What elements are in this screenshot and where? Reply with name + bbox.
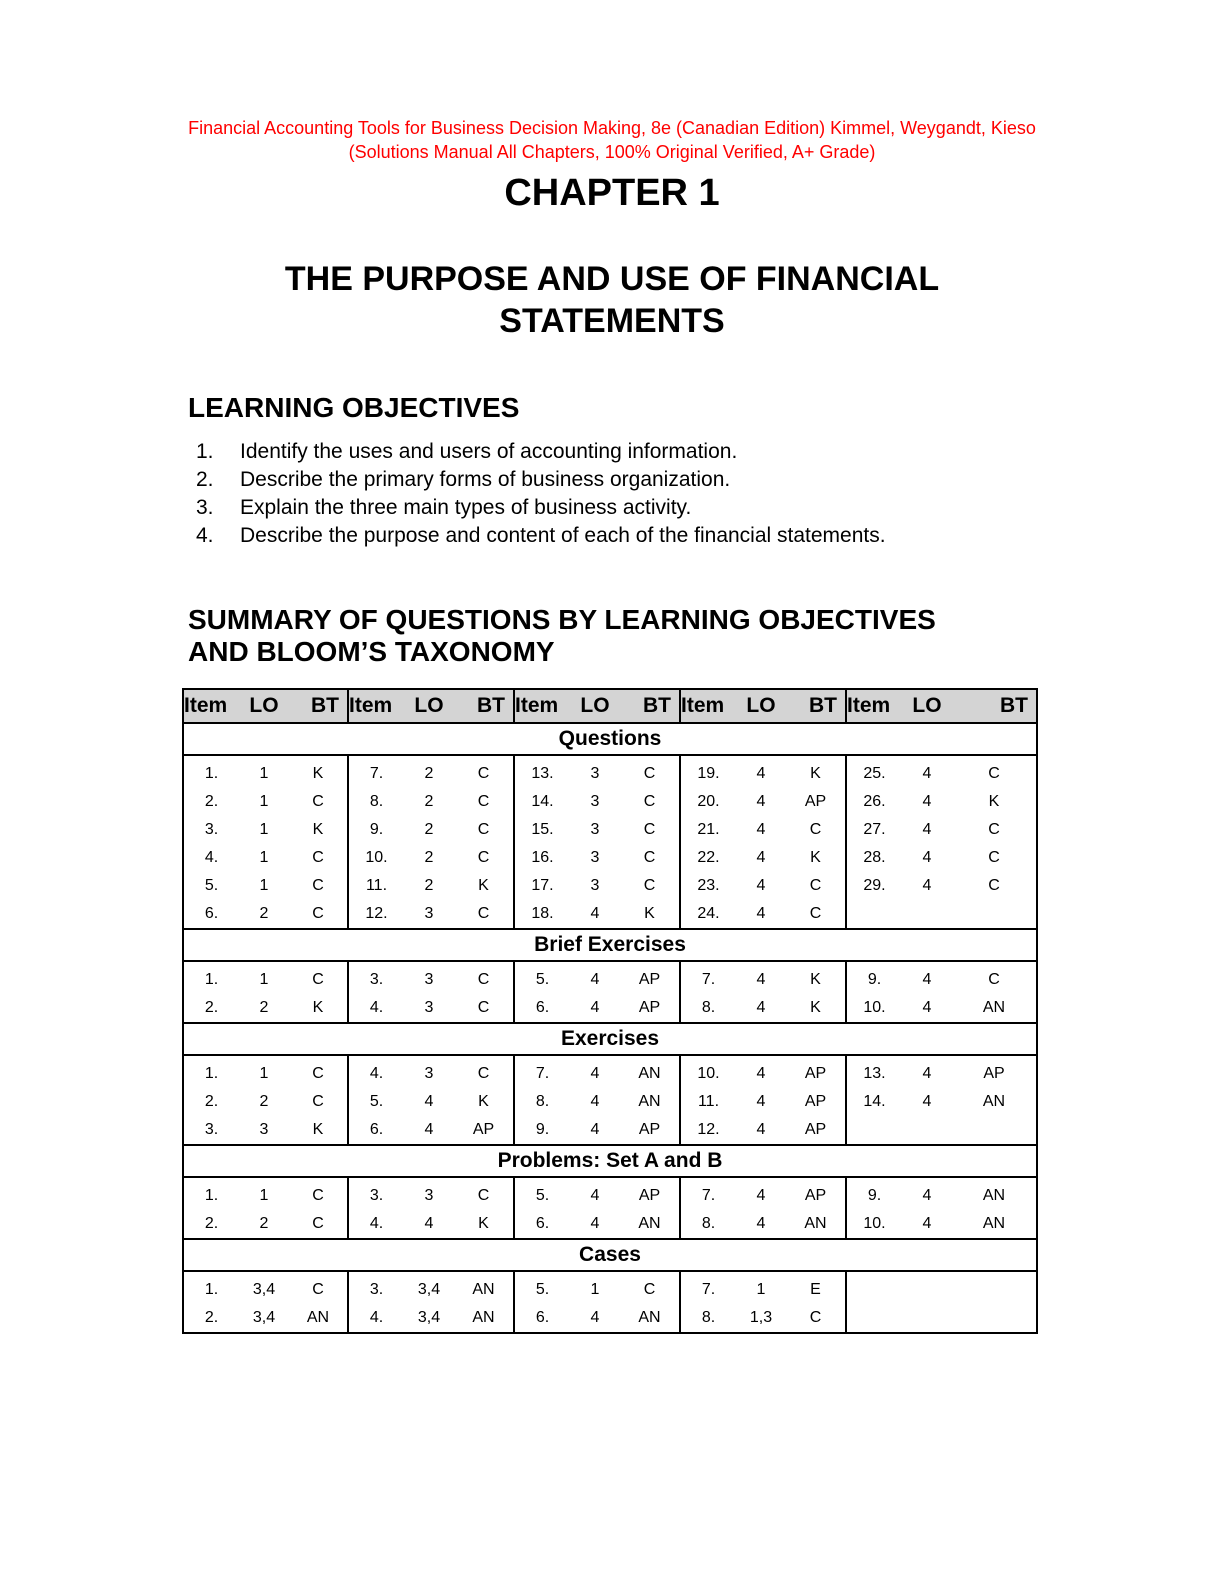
cell-item: 4. — [348, 1304, 404, 1333]
cell-item: 19. — [680, 755, 736, 788]
cell-bt: AN — [472, 1281, 495, 1298]
cell-bt: K — [478, 1093, 489, 1110]
column-header-item: Item — [348, 689, 404, 723]
cell-item: 7. — [680, 1177, 736, 1210]
cell-bt: K — [312, 821, 324, 838]
cell-item: 18. — [514, 900, 570, 929]
section-title: Exercises — [183, 1023, 1037, 1055]
cell-bt: C — [477, 793, 490, 810]
learning-objective-item — [196, 494, 886, 522]
cell-item: 28. — [846, 844, 902, 872]
cell-item — [846, 1271, 902, 1304]
cell-lo: 1 — [259, 877, 269, 894]
cell-lo: 2 — [424, 877, 434, 894]
cell-bt: C — [643, 793, 656, 810]
cell-lo: 4 — [590, 1093, 600, 1110]
cell-item: 1. — [204, 765, 219, 782]
cell-item: 22. — [680, 844, 736, 872]
cell-lo: 4 — [922, 1065, 932, 1082]
table-row — [183, 1177, 1037, 1210]
cell-item — [846, 1304, 902, 1333]
cell-item: 3. — [204, 1121, 219, 1138]
cell-bt — [952, 1271, 1037, 1304]
cell-item: 9. — [846, 961, 902, 994]
column-header-lo: LO — [902, 689, 952, 723]
chapter-title — [0, 258, 1224, 342]
column-header-lo: LO — [404, 689, 454, 723]
column-header-bt: BT — [620, 689, 680, 723]
section-row — [183, 1145, 1037, 1177]
cell-lo: 1 — [259, 765, 269, 782]
cell-item: 3. — [348, 1177, 404, 1210]
cell-lo: 4 — [756, 971, 766, 988]
cell-lo: 1 — [259, 821, 269, 838]
column-header-item: Item — [514, 689, 570, 723]
cell-bt: E — [810, 1281, 821, 1298]
cell-lo: 2 — [424, 821, 434, 838]
table-row — [183, 755, 1037, 788]
column-header-lo: LO — [570, 689, 620, 723]
cell-bt: K — [312, 765, 324, 782]
section-row — [183, 929, 1037, 961]
cell-lo: 4 — [424, 1093, 434, 1110]
cell-item: 6. — [514, 1304, 570, 1333]
summary-heading-line-2: AND BLOOM’S TAXONOMY — [188, 636, 555, 667]
cell-bt: K — [478, 1215, 489, 1232]
document-banner — [0, 116, 1224, 164]
table-row — [183, 1210, 1037, 1239]
cell-item: 4. — [204, 849, 219, 866]
chapter-heading: CHAPTER 1 — [504, 172, 720, 214]
cell-item: 5. — [514, 1177, 570, 1210]
column-header-item: Item — [183, 689, 239, 723]
cell-item: 7. — [348, 755, 404, 788]
column-header-lo: LO — [736, 689, 786, 723]
cell-lo: 3 — [590, 765, 600, 782]
cell-lo: 4 — [424, 1121, 434, 1138]
cell-item: 7. — [680, 1271, 736, 1304]
cell-bt: AP — [638, 1121, 661, 1138]
cell-bt: C — [809, 905, 822, 922]
table-header-row — [183, 689, 1037, 723]
table-row — [183, 1088, 1037, 1116]
cell-bt: AN — [982, 1187, 1006, 1204]
cell-item: 4. — [348, 1210, 404, 1239]
cell-lo: 4 — [922, 765, 932, 782]
cell-lo: 4 — [756, 1121, 766, 1138]
cell-lo: 4 — [922, 1215, 932, 1232]
cell-lo: 4 — [590, 1309, 600, 1326]
cell-bt: C — [988, 849, 1000, 866]
cell-bt: C — [988, 821, 1000, 838]
learning-objective-item — [196, 522, 886, 550]
column-header-bt: BT — [786, 689, 846, 723]
table-row — [183, 1055, 1037, 1088]
cell-lo: 3,4 — [417, 1281, 441, 1298]
cell-item: 6. — [514, 1210, 570, 1239]
cell-bt: AP — [804, 1093, 827, 1110]
section-row — [183, 1023, 1037, 1055]
cell-item: 11. — [680, 1088, 736, 1116]
cell-bt: AP — [638, 1187, 661, 1204]
cell-item: 1. — [204, 1065, 219, 1082]
cell-bt: C — [809, 877, 822, 894]
cell-lo: 1,3 — [749, 1309, 773, 1326]
summary-heading — [188, 604, 936, 668]
cell-bt: C — [809, 1309, 822, 1326]
cell-item: 5. — [514, 1271, 570, 1304]
column-header-bt: BT — [454, 689, 514, 723]
cell-bt: C — [312, 1093, 324, 1110]
cell-bt: K — [810, 765, 821, 782]
cell-lo: 4 — [922, 821, 932, 838]
cell-lo: 4 — [756, 999, 766, 1016]
cell-lo: 3,4 — [417, 1309, 441, 1326]
cell-item: 3. — [204, 821, 219, 838]
cell-lo: 2 — [424, 849, 434, 866]
cell-lo: 4 — [756, 905, 766, 922]
cell-bt: C — [477, 999, 490, 1016]
cell-lo: 1 — [259, 849, 269, 866]
cell-bt: AN — [982, 1093, 1006, 1110]
cell-lo: 3 — [424, 971, 434, 988]
cell-bt: C — [477, 1065, 490, 1082]
cell-bt: K — [312, 999, 324, 1016]
cell-lo: 4 — [590, 999, 600, 1016]
table-row — [183, 788, 1037, 816]
learning-objectives-heading: LEARNING OBJECTIVES — [188, 392, 520, 423]
cell-bt: C — [643, 877, 656, 894]
cell-item: 10. — [348, 844, 404, 872]
cell-lo: 4 — [922, 793, 932, 810]
table-row — [183, 961, 1037, 994]
section-title: Problems: Set A and B — [183, 1145, 1037, 1177]
cell-item: 12. — [680, 1116, 736, 1145]
objective-number: 1. — [196, 440, 214, 463]
cell-lo: 3 — [424, 1187, 434, 1204]
cell-bt: C — [312, 1065, 324, 1082]
cell-item: 21. — [680, 816, 736, 844]
cell-lo: 1 — [259, 793, 269, 810]
cell-item: 3. — [348, 961, 404, 994]
section-title: Cases — [183, 1239, 1037, 1271]
cell-lo: 4 — [590, 1215, 600, 1232]
cell-bt: AP — [804, 1187, 827, 1204]
cell-lo: 1 — [259, 971, 269, 988]
cell-lo: 1 — [259, 1187, 269, 1204]
cell-lo — [902, 1304, 952, 1333]
summary-heading-line-1: SUMMARY OF QUESTIONS BY LEARNING OBJECTIVES — [188, 604, 936, 635]
cell-item: 6. — [514, 994, 570, 1023]
cell-item: 1. — [204, 971, 219, 988]
column-header-bt: BT — [289, 689, 348, 723]
cell-lo: 4 — [922, 1187, 932, 1204]
objective-number: 3. — [196, 496, 214, 519]
cell-item: 27. — [846, 816, 902, 844]
cell-item: 6. — [348, 1116, 404, 1145]
cell-item: 1. — [204, 1187, 219, 1204]
cell-bt: C — [643, 765, 656, 782]
cell-item: 4. — [348, 994, 404, 1023]
cell-item: 7. — [514, 1055, 570, 1088]
cell-item: 2. — [204, 793, 219, 810]
table-row — [183, 900, 1037, 929]
cell-lo: 1 — [590, 1281, 600, 1298]
cell-item: 2. — [204, 1309, 219, 1326]
cell-item: 2. — [204, 999, 219, 1016]
cell-item: 29. — [846, 872, 902, 900]
table-row — [183, 844, 1037, 872]
cell-lo: 4 — [590, 905, 600, 922]
cell-bt: C — [477, 905, 490, 922]
cell-lo: 4 — [922, 999, 932, 1016]
cell-bt: C — [312, 971, 324, 988]
cell-bt: C — [988, 877, 1000, 894]
cell-item: 8. — [680, 1210, 736, 1239]
table-row — [183, 816, 1037, 844]
cell-lo: 3,4 — [252, 1281, 276, 1298]
cell-bt: C — [312, 1281, 324, 1298]
learning-objectives-list — [196, 438, 886, 550]
cell-lo: 3 — [590, 793, 600, 810]
cell-item: 5. — [348, 1088, 404, 1116]
summary-table — [182, 688, 1038, 1334]
cell-lo: 4 — [756, 1187, 766, 1204]
cell-lo: 4 — [756, 821, 766, 838]
cell-lo: 2 — [259, 1093, 269, 1110]
cell-item: 11. — [348, 872, 404, 900]
cell-bt: AP — [472, 1121, 495, 1138]
cell-bt: AP — [983, 1065, 1005, 1082]
cell-lo: 4 — [590, 1065, 600, 1082]
cell-item: 13. — [514, 755, 570, 788]
cell-bt: C — [477, 971, 490, 988]
cell-bt: AN — [306, 1309, 330, 1326]
cell-item: 25. — [846, 755, 902, 788]
cell-item: 9. — [514, 1116, 570, 1145]
cell-bt — [952, 1304, 1037, 1333]
cell-bt: K — [988, 793, 1000, 810]
cell-bt: AN — [638, 1093, 661, 1110]
cell-bt: C — [477, 849, 490, 866]
cell-bt: AP — [638, 999, 661, 1016]
cell-lo: 4 — [756, 793, 766, 810]
learning-objective-item — [196, 438, 886, 466]
cell-item: 23. — [680, 872, 736, 900]
cell-item: 9. — [846, 1177, 902, 1210]
cell-item: 8. — [680, 1304, 736, 1333]
cell-lo: 4 — [590, 1121, 600, 1138]
cell-item: 5. — [204, 877, 219, 894]
chapter-title-line-1: THE PURPOSE AND USE OF FINANCIAL — [284, 260, 940, 298]
banner-line-2: (Solutions Manual All Chapters, 100% Original Verified, A+ Grade) — [348, 142, 876, 162]
cell-item: 14. — [846, 1088, 902, 1116]
cell-bt: K — [810, 971, 821, 988]
cell-bt: AP — [804, 793, 827, 810]
cell-bt: AP — [804, 1121, 827, 1138]
column-header-item: Item — [680, 689, 736, 723]
cell-lo: 4 — [590, 1187, 600, 1204]
cell-bt: C — [643, 821, 656, 838]
cell-item: 10. — [846, 1210, 902, 1239]
cell-bt — [952, 900, 1037, 929]
cell-bt: C — [643, 1281, 656, 1298]
cell-bt: AN — [638, 1215, 661, 1232]
cell-lo: 4 — [756, 1065, 766, 1082]
cell-bt: AP — [638, 971, 661, 988]
cell-item: 24. — [680, 900, 736, 929]
cell-lo: 2 — [259, 1215, 269, 1232]
cell-lo: 2 — [424, 793, 434, 810]
cell-lo — [902, 900, 952, 929]
table-row — [183, 872, 1037, 900]
cell-item: 8. — [680, 994, 736, 1023]
cell-lo: 4 — [922, 849, 932, 866]
cell-item: 2. — [204, 1215, 219, 1232]
objective-text: Describe the purpose and content of each of the financial statements. — [240, 524, 886, 547]
cell-bt: C — [477, 821, 490, 838]
column-header-bt: BT — [952, 689, 1037, 723]
cell-lo: 4 — [756, 849, 766, 866]
section-title: Questions — [183, 723, 1037, 755]
cell-item: 7. — [680, 961, 736, 994]
cell-bt: C — [312, 1187, 324, 1204]
cell-item: 10. — [680, 1055, 736, 1088]
table-body — [183, 723, 1037, 1333]
cell-bt: C — [312, 905, 324, 922]
cell-bt: K — [810, 999, 821, 1016]
cell-item: 10. — [846, 994, 902, 1023]
cell-item: 3. — [348, 1271, 404, 1304]
cell-bt: C — [312, 849, 324, 866]
banner-line-1: Financial Accounting Tools for Business Decision Making, 8e (Canadian Edition) Kimmel, Weygandt, Kieso — [188, 118, 1036, 138]
cell-lo: 2 — [424, 765, 434, 782]
cell-lo: 3 — [424, 1065, 434, 1082]
cell-lo: 3 — [424, 905, 434, 922]
cell-item: 16. — [514, 844, 570, 872]
cell-bt: C — [643, 849, 656, 866]
cell-bt: AP — [804, 1065, 827, 1082]
cell-bt: AN — [982, 1215, 1006, 1232]
cell-lo: 4 — [922, 1093, 932, 1110]
table-row — [183, 1304, 1037, 1333]
cell-item: 14. — [514, 788, 570, 816]
cell-item: 15. — [514, 816, 570, 844]
cell-lo: 3 — [590, 849, 600, 866]
cell-lo: 4 — [922, 971, 932, 988]
table-row — [183, 1271, 1037, 1304]
cell-lo: 3,4 — [252, 1309, 276, 1326]
column-header-lo: LO — [239, 689, 289, 723]
cell-bt: AN — [804, 1215, 827, 1232]
section-title: Brief Exercises — [183, 929, 1037, 961]
cell-item: 9. — [348, 816, 404, 844]
cell-bt: AN — [472, 1309, 495, 1326]
cell-bt: K — [644, 905, 655, 922]
cell-lo: 1 — [756, 1281, 766, 1298]
cell-bt: C — [312, 877, 324, 894]
table-row — [183, 994, 1037, 1023]
section-row — [183, 1239, 1037, 1271]
cell-item: 5. — [514, 961, 570, 994]
cell-item: 17. — [514, 872, 570, 900]
cell-item: 8. — [348, 788, 404, 816]
cell-bt: AN — [982, 999, 1006, 1016]
cell-lo: 4 — [756, 765, 766, 782]
objective-text: Describe the primary forms of business organization. — [240, 468, 731, 491]
cell-item: 4. — [348, 1055, 404, 1088]
objective-number: 2. — [196, 468, 214, 491]
cell-item: 26. — [846, 788, 902, 816]
cell-lo: 2 — [259, 905, 269, 922]
cell-item: 1. — [204, 1281, 219, 1298]
cell-bt: AN — [638, 1309, 661, 1326]
cell-item: 20. — [680, 788, 736, 816]
cell-lo: 3 — [424, 999, 434, 1016]
learning-objective-item — [196, 466, 886, 494]
cell-bt: K — [478, 877, 489, 894]
cell-item — [846, 1116, 902, 1145]
cell-lo: 2 — [259, 999, 269, 1016]
cell-bt: C — [988, 765, 1000, 782]
cell-lo — [902, 1116, 952, 1145]
chapter-title-line-2: STATEMENTS — [499, 302, 725, 340]
cell-lo: 1 — [259, 1065, 269, 1082]
cell-lo: 4 — [424, 1215, 434, 1232]
cell-bt — [952, 1116, 1037, 1145]
cell-item: 8. — [514, 1088, 570, 1116]
cell-item — [846, 900, 902, 929]
cell-item: 13. — [846, 1055, 902, 1088]
cell-bt: C — [312, 1215, 324, 1232]
cell-bt: K — [312, 1121, 324, 1138]
objective-number: 4. — [196, 524, 214, 547]
cell-bt: C — [477, 765, 490, 782]
cell-bt: C — [809, 821, 822, 838]
cell-bt: C — [312, 793, 324, 810]
cell-lo: 4 — [756, 1093, 766, 1110]
objective-text: Identify the uses and users of accounting information. — [240, 440, 738, 463]
objective-text: Explain the three main types of business activity. — [240, 496, 692, 519]
cell-lo: 4 — [922, 877, 932, 894]
cell-bt: K — [810, 849, 821, 866]
cell-item: 6. — [204, 905, 219, 922]
cell-lo: 4 — [756, 877, 766, 894]
cell-item: 12. — [348, 900, 404, 929]
cell-item: 2. — [204, 1093, 219, 1110]
cell-lo — [902, 1271, 952, 1304]
cell-lo: 3 — [590, 877, 600, 894]
cell-lo: 4 — [756, 1215, 766, 1232]
cell-lo: 3 — [590, 821, 600, 838]
column-header-item: Item — [846, 689, 902, 723]
cell-bt: AN — [638, 1065, 661, 1082]
cell-bt: C — [477, 1187, 490, 1204]
cell-lo: 4 — [590, 971, 600, 988]
cell-lo: 3 — [259, 1121, 269, 1138]
section-row — [183, 723, 1037, 755]
cell-bt: C — [988, 971, 1000, 988]
table-row — [183, 1116, 1037, 1145]
